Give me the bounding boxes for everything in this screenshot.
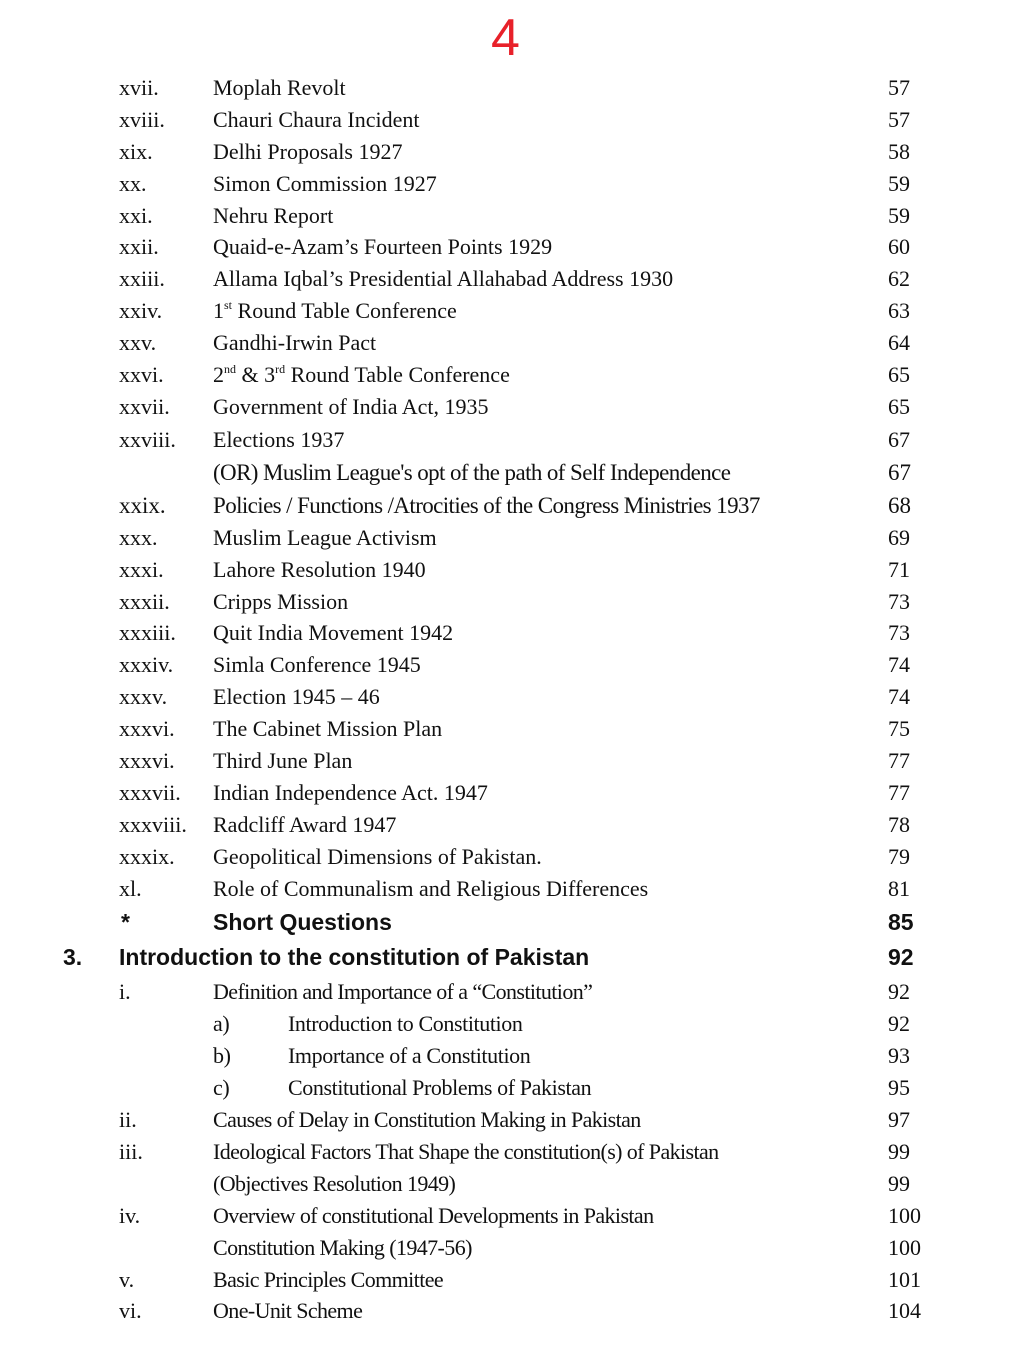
toc-row[interactable] (0, 200, 1011, 232)
toc-number: xxxvi. (119, 716, 175, 742)
toc-row[interactable] (0, 873, 1011, 905)
toc-title: Simla Conference 1945 (213, 652, 421, 678)
toc-title (213, 359, 510, 391)
toc-row[interactable] (0, 1232, 1011, 1264)
toc-row[interactable] (0, 809, 1011, 841)
toc-page: 92 (888, 1011, 910, 1037)
toc-page: 100 (888, 1234, 921, 1260)
toc-number: xxxvi. (119, 748, 175, 774)
toc-number: xxvi. (119, 362, 164, 388)
toc-title: Ideological Factors That Shape the constitution(s) of Pakistan (213, 1138, 719, 1164)
toc-row[interactable] (0, 1136, 1011, 1168)
toc-row[interactable] (0, 522, 1011, 554)
toc-page: 67 (888, 426, 910, 452)
toc-page: 100 (888, 1202, 921, 1228)
toc-row[interactable] (0, 391, 1011, 423)
toc-row[interactable] (0, 1104, 1011, 1136)
toc-page: 77 (888, 748, 910, 774)
toc-title: Quaid-e-Azam’s Fourteen Points 1929 (213, 234, 553, 260)
toc-number: xxviii. (119, 426, 176, 452)
toc-row[interactable] (0, 489, 1011, 522)
toc-page: 63 (888, 298, 910, 324)
toc-number: xxv. (119, 330, 157, 356)
toc-number: iv. (119, 1202, 141, 1228)
toc-number: xxix. (119, 492, 166, 518)
toc-number: xxxi. (119, 556, 164, 582)
toc-page: 65 (888, 393, 910, 419)
toc-page: 68 (888, 492, 911, 518)
toc-number: xxii. (119, 234, 159, 260)
toc-page: 69 (888, 524, 910, 550)
toc-row[interactable] (0, 359, 1011, 391)
toc-number: xl. (119, 875, 142, 901)
toc-title: (OR) Muslim League's opt of the path of Self Independence (213, 459, 731, 485)
toc-page: 92 (888, 979, 910, 1005)
toc-title: Importance of a Constitution (288, 1043, 531, 1069)
toc-page: 58 (888, 138, 910, 164)
ordinal-superscript: rd (275, 362, 286, 377)
toc-number: xxi. (119, 202, 153, 228)
toc-number: i. (119, 979, 131, 1005)
toc-subrow[interactable] (0, 1040, 1011, 1072)
toc-row[interactable] (0, 295, 1011, 327)
toc-title: Introduction to Constitution (288, 1011, 523, 1037)
toc-title: Cripps Mission (213, 588, 349, 614)
toc-number: xx. (119, 170, 147, 196)
toc-row[interactable] (0, 1264, 1011, 1296)
toc-row[interactable] (0, 649, 1011, 681)
toc-title: Indian Independence Act. 1947 (213, 779, 488, 805)
toc-title: Third June Plan (213, 748, 353, 774)
toc-number: v. (119, 1266, 135, 1292)
toc-row[interactable] (0, 976, 1011, 1008)
toc-page: 99 (888, 1138, 910, 1164)
chapter-number: 3. (63, 944, 83, 971)
toc-page: 79 (888, 843, 910, 869)
toc-page: 74 (888, 684, 910, 710)
toc-page: 99 (888, 1170, 910, 1196)
toc-page: 59 (888, 170, 910, 196)
star-marker: * (121, 909, 130, 936)
toc-letter: b) (213, 1043, 231, 1069)
toc-number: xix. (119, 138, 153, 164)
page-number: 4 (491, 9, 520, 67)
toc-page: 67 (888, 459, 911, 485)
toc-number: xxxvii. (119, 779, 181, 805)
title-part: Round Table Conference (285, 362, 510, 388)
toc-number: xviii. (119, 106, 165, 132)
toc-page: 62 (888, 266, 910, 292)
toc-row[interactable] (0, 327, 1011, 359)
title-part: 1 (213, 298, 224, 324)
toc-title: Basic Principles Committee (213, 1266, 444, 1292)
toc-row[interactable] (0, 713, 1011, 745)
toc-title: (Objectives Resolution 1949) (213, 1170, 456, 1196)
toc-number: vi. (119, 1298, 142, 1324)
toc-title: Chauri Chaura Incident (213, 106, 420, 132)
toc-row[interactable] (0, 1295, 1011, 1327)
toc-title: The Cabinet Mission Plan (213, 716, 443, 742)
toc-row[interactable] (0, 263, 1011, 295)
toc-title: One-Unit Scheme (213, 1298, 363, 1324)
toc-number: xxxii. (119, 588, 170, 614)
toc-page: 60 (888, 234, 910, 260)
section-page: 85 (888, 909, 914, 936)
toc-title: Moplah Revolt (213, 75, 346, 100)
toc-title: Government of India Act, 1935 (213, 393, 489, 419)
table-of-contents (0, 72, 1011, 1327)
toc-page: 77 (888, 779, 910, 805)
ordinal-superscript: st (224, 298, 233, 313)
toc-page: 71 (888, 556, 910, 582)
toc-title: Nehru Report (213, 202, 334, 228)
toc-page: 81 (888, 875, 910, 901)
toc-title: Geopolitical Dimensions of Pakistan. (213, 843, 542, 869)
toc-number: xxxv. (119, 684, 168, 710)
toc-number: ii. (119, 1107, 137, 1133)
toc-title: Delhi Proposals 1927 (213, 138, 403, 164)
toc-page: 64 (888, 330, 910, 356)
toc-title: Policies / Functions /Atrocities of the Congress Ministries 1937 (213, 492, 760, 518)
section-title: Short Questions (213, 909, 392, 936)
toc-number: xxx. (119, 524, 158, 550)
toc-page: 57 (888, 75, 910, 100)
short-questions-row[interactable] (0, 904, 1011, 941)
toc-title: Muslim League Activism (213, 524, 437, 550)
toc-page: 59 (888, 202, 910, 228)
toc-row[interactable] (0, 1168, 1011, 1200)
toc-number: xxvii. (119, 393, 170, 419)
toc-title: Overview of constitutional Developments in Pakistan (213, 1202, 654, 1228)
toc-row[interactable] (0, 72, 1011, 104)
toc-letter: c) (213, 1075, 230, 1101)
toc-row[interactable] (0, 168, 1011, 200)
toc-row[interactable] (0, 104, 1011, 136)
toc-row[interactable] (0, 745, 1011, 777)
toc-page: 74 (888, 652, 910, 678)
toc-row[interactable] (0, 777, 1011, 809)
toc-title: Role of Communalism and Religious Differences (213, 875, 649, 901)
toc-number: xxxviii. (119, 811, 187, 837)
toc-page: 78 (888, 811, 910, 837)
toc-title: Allama Iqbal’s Presidential Allahabad Address 1930 (213, 266, 674, 292)
title-part: 2 (213, 362, 224, 388)
toc-page: 57 (888, 106, 910, 132)
toc-title: Definition and Importance of a “Constitution” (213, 979, 593, 1005)
toc-page: 93 (888, 1043, 910, 1069)
toc-row[interactable] (0, 586, 1011, 618)
toc-title: Simon Commission 1927 (213, 170, 437, 196)
toc-title: Causes of Delay in Constitution Making in Pakistan (213, 1107, 641, 1133)
toc-row[interactable] (0, 841, 1011, 873)
toc-title: Radcliff Award 1947 (213, 811, 397, 837)
toc-number: xxxiv. (119, 652, 174, 678)
toc-row[interactable] (0, 617, 1011, 649)
toc-page: 65 (888, 362, 910, 388)
toc-title: Elections 1937 (213, 426, 345, 452)
chapter-page: 92 (888, 944, 914, 971)
toc-title (213, 295, 457, 327)
toc-number: iii. (119, 1138, 143, 1164)
toc-number: xvii. (119, 75, 159, 100)
toc-number: xxiv. (119, 298, 163, 324)
toc-number: xxxix. (119, 843, 175, 869)
toc-title: Gandhi-Irwin Pact (213, 330, 377, 356)
toc-page: 95 (888, 1075, 910, 1101)
chapter-heading-row[interactable] (0, 941, 1011, 976)
toc-letter: a) (213, 1011, 230, 1037)
toc-title: Election 1945 – 46 (213, 684, 380, 710)
toc-page: 75 (888, 716, 910, 742)
toc-page: 73 (888, 620, 910, 646)
toc-page: 101 (888, 1266, 921, 1292)
toc-number: xxiii. (119, 266, 165, 292)
toc-title: Quit India Movement 1942 (213, 620, 454, 646)
ordinal-superscript: nd (224, 362, 236, 377)
toc-page: 73 (888, 588, 910, 614)
toc-row[interactable] (0, 1200, 1011, 1232)
title-part: Round Table Conference (232, 298, 457, 324)
chapter-title: Introduction to the constitution of Pakistan (119, 944, 590, 971)
toc-page: 104 (888, 1298, 921, 1324)
toc-title: Constitution Making (1947-56) (213, 1234, 472, 1260)
toc-row[interactable] (0, 136, 1011, 168)
title-part: & 3 (236, 362, 276, 388)
toc-row[interactable] (0, 231, 1011, 263)
toc-row[interactable] (0, 681, 1011, 713)
toc-title: Constitutional Problems of Pakistan (288, 1075, 592, 1101)
toc-row[interactable] (0, 456, 1011, 489)
toc-page: 97 (888, 1107, 910, 1133)
toc-subrow[interactable] (0, 1072, 1011, 1104)
toc-row[interactable] (0, 423, 1011, 456)
toc-subrow[interactable] (0, 1008, 1011, 1040)
toc-number: xxxiii. (119, 620, 176, 646)
toc-row[interactable] (0, 554, 1011, 586)
toc-title: Lahore Resolution 1940 (213, 556, 426, 582)
